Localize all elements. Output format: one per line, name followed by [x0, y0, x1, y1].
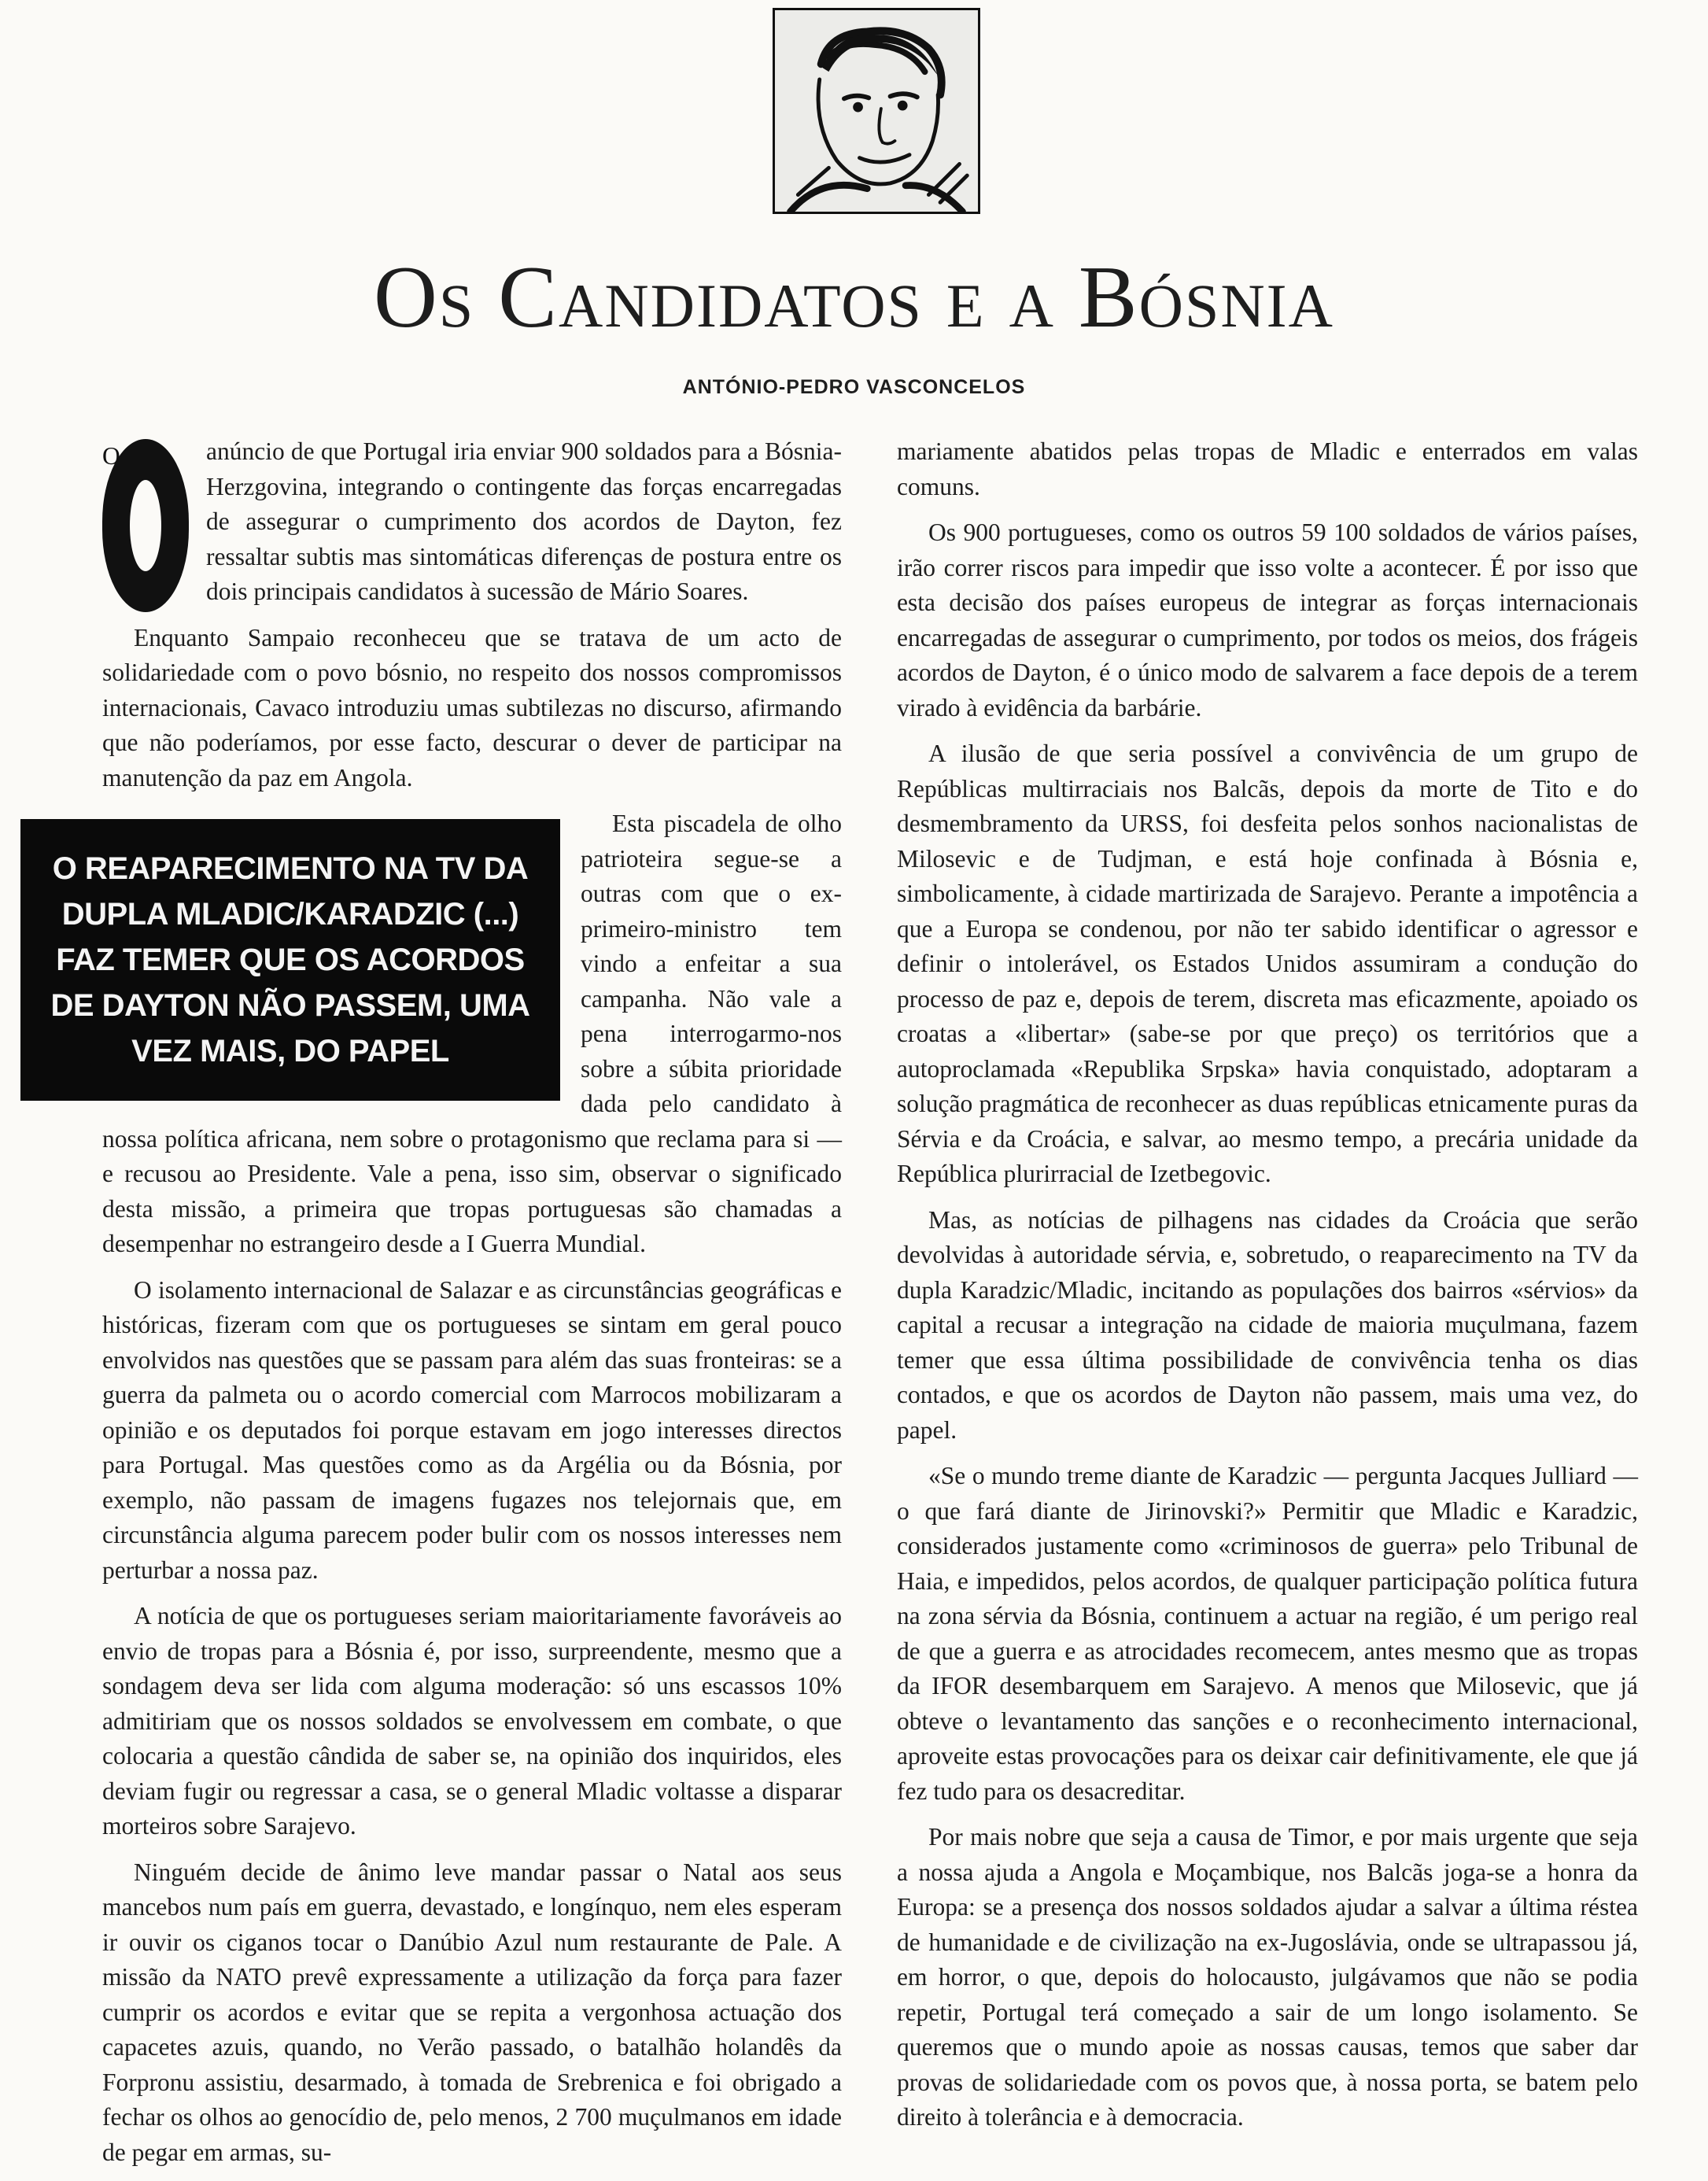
- article-column-left: [50, 434, 842, 2181]
- paragraph: Esta piscadela de olho patrioteira segue-se a outras com que o ex-primeiro-ministro tem vindo a enfeitar a sua campanha. Não vale a pena interrogarmo-nos sobre a súbita prioridade dada pelo candidato à nossa política africana, nem sobre o protagonismo que reclama para si — e recusou ao Presidente. Vale a pena, isso sim, observar o significado desta missão, a primeira que tropas portuguesas são chamadas a desempenhar no estrangeiro desde a I Guerra Mundial.: [102, 810, 842, 1257]
- article-title: Os Candidatos e a Bósnia: [374, 249, 1334, 346]
- paragraph: anúncio de que Portugal iria enviar 900 soldados para a Bósnia-Herzgovina, integrando o contingente das forças encarregadas de assegurar o cumprimento dos acordos de Dayton, fez ressaltar subtis mas sintomáticas diferenças de postura entre os dois principais candidatos à sucessão de Mário Soares.: [206, 437, 842, 605]
- article-column-right: [897, 434, 1638, 2146]
- paragraph: Enquanto Sampaio reconheceu que se tratava de um acto de solidariedade com o povo bósnio, no respeito dos nossos compromissos internacionais, Cavaco introduziu umas subtilezas no discurso, afirmando que não poderíamos, por esse facto, descurar o dever de participar na manutenção da paz em Angola.: [102, 623, 842, 792]
- author-portrait: [773, 8, 980, 214]
- pull-quote: O REAPARECIMENTO NA TV DA DUPLA MLADIC/KARADZIC (...) FAZ TEMER QUE OS ACORDOS DE DAYTON NÃO PASSEM, UMA VEZ MAIS, DO PAPEL: [20, 819, 560, 1101]
- paragraph: mariamente abatidos pelas tropas de Mladic e enterrados em valas comuns.: [897, 437, 1638, 500]
- portrait-illustration: [775, 10, 978, 212]
- paragraph: Por mais nobre que seja a causa de Timor, e por mais urgente que seja a nossa ajuda a Angola e Moçambique, nos Balcãs joga-se a honra da Europa: se a presença dos nossos soldados ajudar a salvar a última réstea de humanidade e de civilização na ex-Jugoslávia, onde se ultrapassou já, em horror, o que, depois do holocausto, julgávamos que não se podia repetir, Portugal terá começado a sair de um longo isolamento. Se queremos que o mundo apoie as nossas causas, temos que saber dar provas de solidariedade com os povos que, à nossa porta, se batem pelo direito à tolerância e à democracia.: [897, 1823, 1638, 2131]
- paragraph: Os 900 portugueses, como os outros 59 100 soldados de vários países, irão correr riscos para impedir que isso volte a acontecer. É por isso que esta decisão dos países europeus de integrar as forças internacionais encarregadas de assegurar o cumprimento, por todos os meios, dos frágeis acordos de Dayton, é o único modo de salvarem a face depois de a terem virado à evidência da barbárie.: [897, 518, 1638, 721]
- paragraph: Ninguém decide de ânimo leve mandar passar o Natal aos seus mancebos num país em guerra, devastado, e longínquo, nem eles esperam ir ouvir os ciganos tocar o Danúbio Azul num restaurante de Pale. A missão da NATO prevê expressamente a utilização da força para fazer cumprir os acordos e evitar que se repita a vergonhosa actuação dos capacetes azuis, quando, no Verão passado, o batalhão holandês da Forpronu assistiu, desarmado, à tomada de Srebrenica e foi obrigado a fechar os olhos ao genocídio de, pelo menos, 2 700 muçulmanos em idade de pegar em armas, su-: [102, 1858, 842, 2166]
- paragraph: O isolamento internacional de Salazar e as circunstâncias geográficas e históricas, fizeram com que os portugueses se sintam em geral pouco envolvidos nas questões que se passam para além das suas fronteiras: se a guerra da palmeta ou o acordo comercial com Marrocos mobilizaram a opinião e os deputados foi porque estavam em jogo interesses directos para Portugal. Mas questões como as da Argélia ou da Bósnia, por exemplo, não passam de imagens fugazes nos telejornais que, em circunstância alguma parecem poder bulir com os nossos interesses nem perturbar a nossa paz.: [102, 1275, 842, 1584]
- drop-cap: O: [102, 439, 189, 612]
- paragraph: Mas, as notícias de pilhagens nas cidades da Croácia que serão devolvidas à autoridade sérvia, e, sobretudo, o reaparecimento na TV da dupla Karadzic/Mladic, incitando as populações dos bairros «sérvios» da capital a recusar a integração na cidade de maioria muçulmana, fazem temer que essa última possibilidade de convivência tenha os dias contados, e que os acordos de Dayton não passem, mais uma vez, do papel.: [897, 1205, 1638, 1444]
- paragraph: A notícia de que os portugueses seriam maioritariamente favoráveis ao envio de tropas para a Bósnia é, por isso, surpreendente, mesmo que a sondagem deva ser lida com alguma moderação: só uns escassos 10% admitiriam que os nossos soldados se envolvessem em combate, o que colocaria a questão cândida de saber se, na opinião dos inquiridos, eles deviam fugir ou regressar a casa, se o general Mladic voltasse a disparar morteiros sobre Sarajevo.: [102, 1602, 842, 1840]
- author-byline: ANTÓNIO-PEDRO VASCONCELOS: [682, 376, 1026, 398]
- paragraph: A ilusão de que seria possível a convivência de um grupo de Repúblicas multirraciais nos Balcãs, depois da morte de Tito e do desmembramento da URSS, foi desfeita pelos sonhos nacionalistas de Milosevic e de Tudjman, e está hoje confinada à Bósnia e, simbolicamente, à cidade martirizada de Sarajevo. Perante a impotência a que a Europa se condenou, por não ter sabido identificar o agressor e definir o intolerável, os Estados Unidos assumiram a condução do processo de paz e, depois de terem, discreta mas eficazmente, apoiado os croatas a «libertar» (sabe-se por que preço) os territórios que a autoproclamada «Republika Srpska» havia conquistado, adoptaram a solução pragmática de reconhecer as duas repúblicas etnicamente puras da Sérvia e da Croácia, e salvar, ao mesmo tempo, a precária unidade da República plurirracial de Izetbegovic.: [897, 740, 1638, 1187]
- paragraph: «Se o mundo treme diante de Karadzic — pergunta Jacques Julliard — o que fará diante de Jirinovski?» Permitir que Mladic e Karadzic, considerados justamente como «criminosos de guerra» pelo Tribunal de Haia, e impedidos, pelos acordos, de qualquer participação política futura na zona sérvia da Bósnia, continuem a actuar na região, é um perigo real de que a guerra e as atrocidades recomecem, antes mesmo que as tropas da IFOR desembarquem em Sarajevo. A menos que Milosevic, que já obteve o levantamento das sanções e o reconhecimento internacional, aproveite estas provocações para os deixar cair definitivamente, ele que já fez tudo para os desacreditar.: [897, 1462, 1638, 1805]
